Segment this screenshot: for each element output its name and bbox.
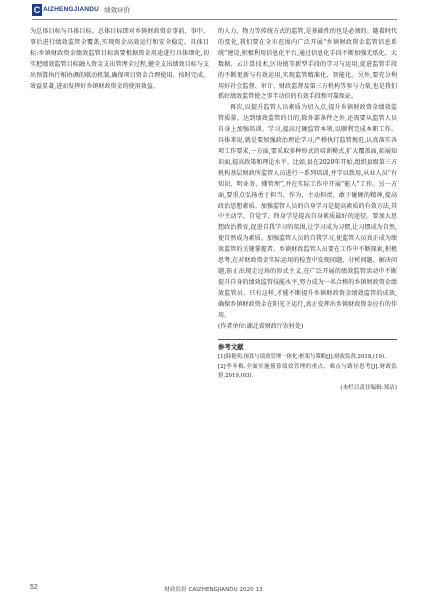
references-divider xyxy=(218,339,397,340)
logo-text: AIZHENGJIANDU xyxy=(43,6,100,13)
header-divider xyxy=(32,19,397,20)
author-affiliation: (作者单位:湖北省财政厅农村处) xyxy=(218,323,304,331)
journal-logo xyxy=(32,3,130,16)
page-number: 52 xyxy=(30,584,38,591)
body-paragraph: 再次,以提升监管人员素质为切入点,提升乡镇财政资金绩效监管质量。达到绩效监管的目的,除外部条件之外,还需要从监管人员自身上加强培训、学习,提高过硬监管本领,以顺利完成本职工作。具体来说,就是要加强政治理论学习,严格执行监管规范,认真落实各项工作要求,一方面,要采取多种形式的培训模式,扩大覆盖面,拓展知识面,提高政策和理论水平。比如,县在2020年开始,组织县级第三方机构基层财政所监管人员进行一系列培训,并学以致用,从业人员“有知识、明业务、懂管理”,并在实际工作中开展“能人”工作。另一方面,要重点弘扬勇于担当、作为、主动担责、敢于碰硬的精神,提高政治思想素质。加强监管人员的自身学习是提高素质的有效方法,其中主动学、自觉学、终身学是提高自身素质最好的途径。要加大思想政治教育,促进自我学习的氛围,让学习成为习惯,让习惯成为自然,使自然成为素质。加强监管人员的自我学习,使监管人员真正成为绩效监管的关键掌握者。乡镇财政监管人员要在工作中不断探索,积极思考,在对财政资金实际运用的检查中发现问题、分析问题、解决问题,防止出现走过场的形式主义,在广泛开展的绩效监管活动中不断提升自身的绩效监管技能水平,努力成为一名合格的乡镇财政资金绩效监管员。只有这样,才能不断提升乡镇财政资金绩效监管的成效,确保乡镇财政资金在阳光下运行,真正发挥出乡镇财政资金应有的作用。 xyxy=(218,104,397,319)
section-label: 绩效评价 xyxy=(104,6,131,14)
footer-journal: 财政监督 CAIZHENGJIANDU 2020 13 xyxy=(164,587,263,593)
page-footer xyxy=(0,580,427,600)
body-paragraph: 为总体目标与具体目标。总体目标即对乡镇财政资金事前、事中、事后进行绩效监管全覆盖,实现资金高效运行和安全稳定。具体目标:乡镇财政资金绩效监管目标需要根据资金用途进行具体细化,切实把绩效监管目标融入资金支出管理全过程,健全支出绩效目标与支出预算执行相协调的联动机制,确保项目资金合理使用、按时完成、效益显著,进而发挥好乡镇财政资金的使用效益。 xyxy=(30,28,209,90)
reference-item: [1]韩艳明.预算与绩效管理一体化:框架与策略[J].财政监督,2018,(19). xyxy=(218,354,386,361)
logo-mark-icon: C xyxy=(33,4,41,15)
body-paragraph: 的人力、物力等传统方式的监管,是基础性的也是必须的。随着时代的变化,我们要在全市范围内广泛开展“乡镇财政资金监管信息系统”建设,积极利用信息化平台,通过信息化手段不断加强无纸化、大数据、云计算技术,区块链等新型手段的学习与运用,促进监管手段的不断更新与有效运用,实现监管精准化、智能化。另外,要充分利用好社会监督、审计、财政监督及第三方机构等参与力量,也是我们抓好绩效监管使之事半功倍的有效手段和可靠保证。 xyxy=(218,28,397,101)
editor-note: (本栏目责任编辑:郑洁) xyxy=(340,385,397,392)
right-column xyxy=(218,27,397,394)
page-header xyxy=(0,0,427,18)
left-column xyxy=(30,27,209,92)
references-title: 参考文献 xyxy=(218,343,244,352)
reference-item: [2]李冬梅.全面实施预算绩效管理的重点、难点与路径思考[J].财政监督,2019,(03). xyxy=(218,363,397,380)
